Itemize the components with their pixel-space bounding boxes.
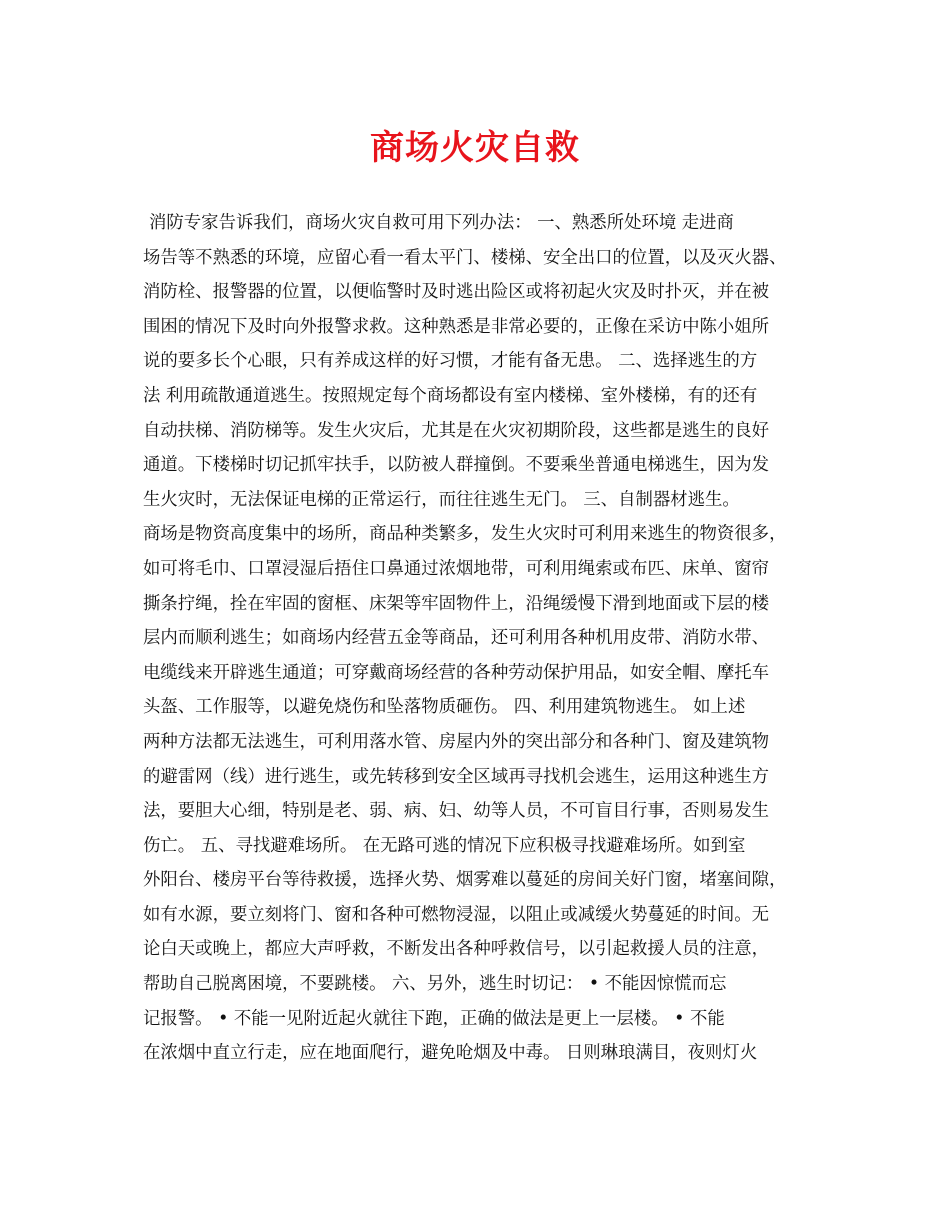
document-body <box>143 206 823 1071</box>
body-line: 论白天或晚上，都应大声呼救，不断发出各种呼救信号，以引起救援人员的注意， <box>143 939 770 960</box>
body-line: 法，要胆大心细，特别是老、弱、病、妇、幼等人员，不可盲目行事，否则易发生 <box>143 801 770 822</box>
body-line: 外阳台、楼房平台等待救援，选择火势、烟雾难以蔓延的房间关好门窗，堵塞间隙， <box>143 870 787 891</box>
body-line: 电缆线来开辟逃生通道；可穿戴商场经营的各种劳动保护用品，如安全帽、摩托车 <box>143 662 770 683</box>
body-line: 层内而顺利逃生；如商场内经营五金等商品，还可利用各种机用皮带、消防水带、 <box>143 628 770 649</box>
body-line: 帮助自己脱离困境，不要跳楼。 六、另外，逃生时切记： • 不能因惊慌而忘 <box>143 974 727 995</box>
body-line: 消防专家告诉我们，商场火灾自救可用下列办法： 一、熟悉所处环境 走进商 <box>149 213 734 233</box>
body-line: 生火灾时，无法保证电梯的正常运行，而往往逃生无门。 三、自制器材逃生。 <box>143 489 740 510</box>
body-line: 撕条拧绳，拴在牢固的窗框、床架等牢固物件上，沿绳缓慢下滑到地面或下层的楼 <box>143 593 770 614</box>
body-line: 说的要多长个心眼，只有养成这样的好习惯，才能有备无患。 二、选择逃生的方 <box>143 351 758 372</box>
body-line: 法 利用疏散通道逃生。按照规定每个商场都设有室内楼梯、室外楼梯，有的还有 <box>143 385 758 406</box>
document-title: 商场火灾自救 <box>370 128 580 168</box>
body-line: 伤亡。 五、寻找避难场所。 在无路可逃的情况下应积极寻找避难场所。如到室 <box>143 835 746 856</box>
body-line: 记报警。 • 不能一见附近起火就往下跑，正确的做法是更上一层楼。 • 不能 <box>143 1008 725 1029</box>
body-line: 两种方法都无法逃生，可利用落水管、房屋内外的突出部分和各种门、窗及建筑物 <box>143 731 770 752</box>
body-line: 如有水源，要立刻将门、窗和各种可燃物浸湿，以阻止或减缓火势蔓延的时间。无 <box>143 904 770 925</box>
body-line: 场告等不熟悉的环境，应留心看一看太平门、楼梯、安全出口的位置，以及灭火器、 <box>143 247 787 268</box>
body-line: 自动扶梯、消防梯等。发生火灾后，尤其是在火灾初期阶段，这些都是逃生的良好 <box>143 420 770 441</box>
body-line: 商场是物资高度集中的场所，商品种类繁多，发生火灾时可利用来逃生的物资很多， <box>143 524 787 545</box>
body-line: 消防栓、报警器的位置，以便临警时及时逃出险区或将初起火灾及时扑灭，并在被 <box>143 282 770 303</box>
body-line: 在浓烟中直立行走，应在地面爬行，避免呛烟及中毒。 日则琳琅满目，夜则灯火 <box>143 1043 758 1064</box>
body-line: 头盔、工作服等，以避免烧伤和坠落物质砸伤。 四、利用建筑物逃生。 如上述 <box>143 697 746 718</box>
body-line: 围困的情况下及时向外报警求救。这种熟悉是非常必要的，正像在采访中陈小姐所 <box>143 316 770 337</box>
body-line: 的避雷网（线）进行逃生，或先转移到安全区域再寻找机会逃生，运用这种逃生方 <box>143 766 770 787</box>
body-line: 如可将毛巾、口罩浸湿后捂住口鼻通过浓烟地带，可利用绳索或布匹、床单、窗帘 <box>143 558 770 579</box>
body-line: 通道。下楼梯时切记抓牢扶手，以防被人群撞倒。不要乘坐普通电梯逃生，因为发 <box>143 455 770 476</box>
